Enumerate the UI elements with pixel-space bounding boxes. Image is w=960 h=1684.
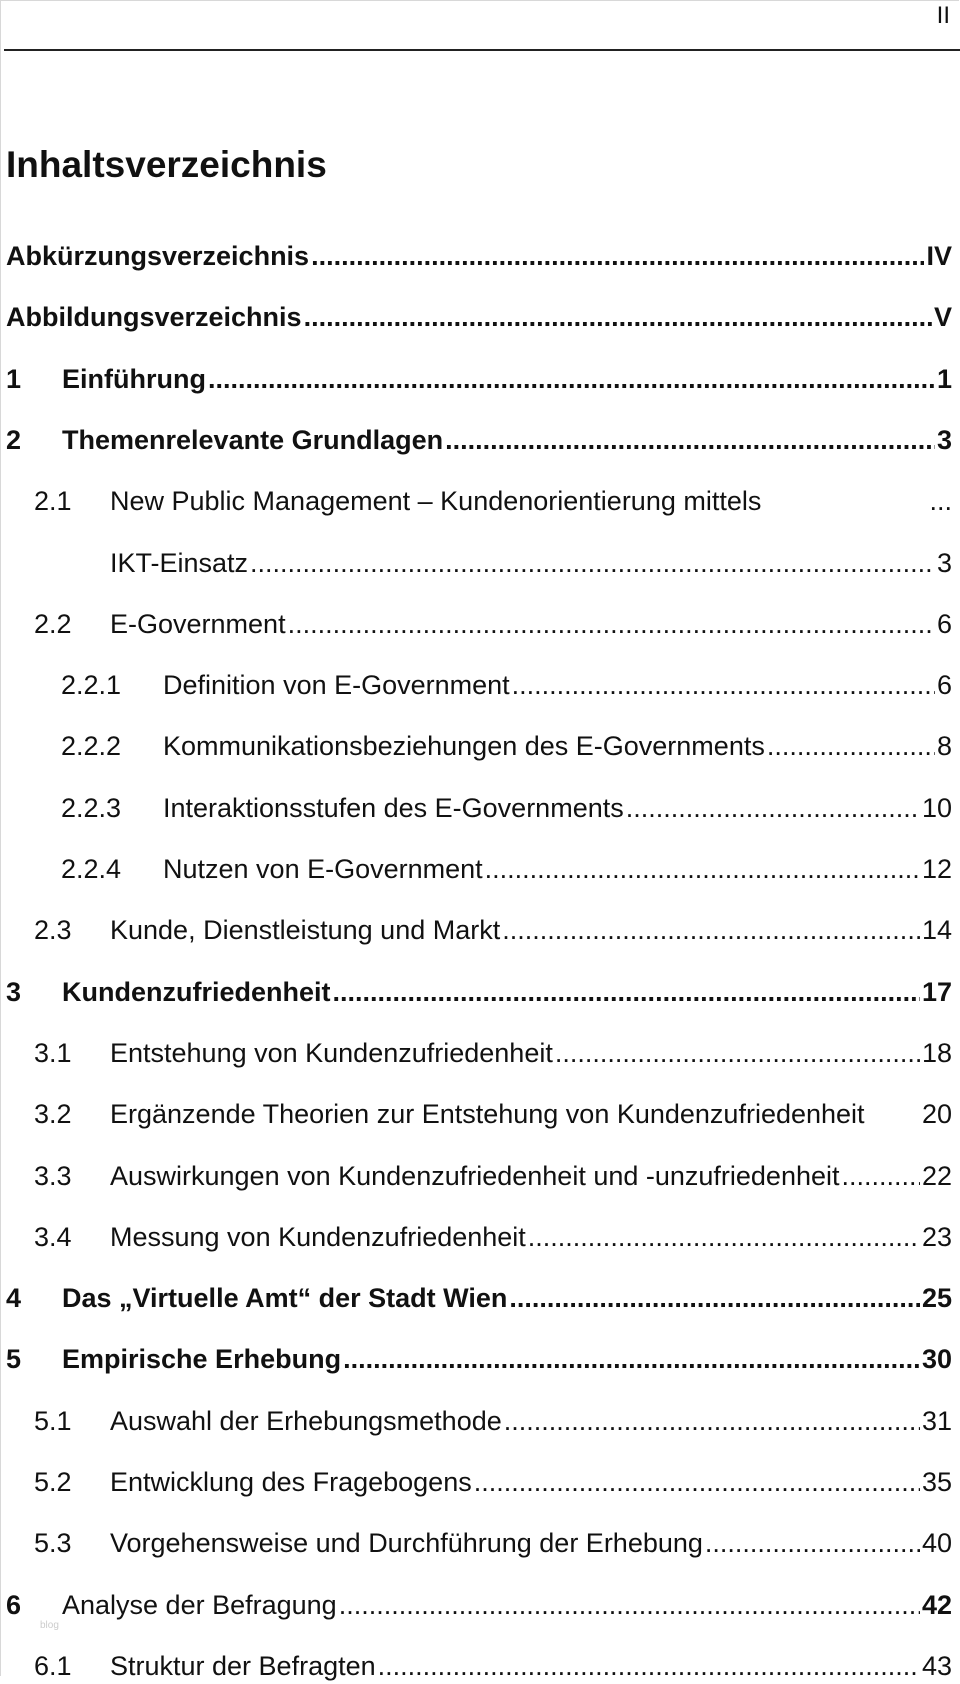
toc-leader-dots — [767, 728, 935, 764]
toc-entry-page: 3 — [936, 548, 952, 578]
toc-entry-page: 23 — [921, 1222, 952, 1252]
toc-entry-number: 5 — [6, 1344, 22, 1374]
toc-leader-dots — [474, 1464, 920, 1500]
toc-leader-dots — [445, 422, 935, 458]
toc-entry-number: 2.2.4 — [61, 854, 122, 884]
toc-leader-dots — [288, 606, 935, 642]
toc-entry-page: 20 — [921, 1099, 952, 1129]
toc-entry-number: 5.2 — [34, 1467, 72, 1497]
toc-leader-dots — [502, 912, 920, 948]
toc-leader-dots — [528, 1219, 920, 1255]
toc-leader-dots — [842, 1158, 920, 1194]
toc-entry-label: Das „Virtuelle Amt“ der Stadt Wien — [62, 1283, 508, 1313]
toc-entry-label: Entwicklung des Fragebogens — [110, 1467, 472, 1497]
toc-entry-label: Ergänzende Theorien zur Entstehung von Kundenzufriedenheit — [110, 1099, 865, 1129]
toc-entry-page: 30 — [921, 1344, 952, 1374]
toc-entry-page: 35 — [921, 1467, 952, 1497]
toc-leader-dots — [208, 361, 935, 397]
toc-entry-label: Vorgehensweise und Durchführung der Erhebung — [110, 1528, 703, 1558]
toc-leader-dots — [343, 1341, 920, 1377]
toc-entry-label: Kundenzufriedenheit — [62, 977, 331, 1007]
toc-entry[interactable] — [0, 912, 952, 948]
toc-entry-label: Kunde, Dienstleistung und Markt — [110, 915, 501, 945]
toc-entry-label: Kommunikationsbeziehungen des E-Governments — [163, 731, 765, 761]
toc-entry-label: IKT-Einsatz — [110, 548, 249, 578]
toc-entry[interactable] — [0, 1403, 952, 1439]
toc-entry-number: 2.2.1 — [61, 670, 122, 700]
toc-leader-dots — [378, 1648, 920, 1684]
toc-entry-label: Themenrelevante Grundlagen — [62, 425, 444, 455]
toc-entry-page: 8 — [936, 731, 952, 761]
toc-entry-number: 5.3 — [34, 1528, 72, 1558]
toc-entry-page: 22 — [921, 1161, 952, 1191]
toc-entry-page: 12 — [921, 854, 952, 884]
toc-leader-dots — [626, 790, 920, 826]
toc-entry[interactable] — [0, 790, 952, 826]
toc-entry[interactable] — [0, 851, 952, 887]
toc-entry-page: 14 — [921, 915, 952, 945]
toc-entry-label: Empirische Erhebung — [62, 1344, 342, 1374]
toc-entry-page: 25 — [921, 1283, 952, 1313]
toc-entry-number: 6 — [6, 1590, 22, 1620]
toc-entry-page: V — [933, 302, 952, 332]
toc-entry[interactable] — [0, 422, 952, 458]
toc-entry-number: 4 — [6, 1283, 22, 1313]
toc-entry-number: 2.3 — [34, 915, 72, 945]
toc-entry[interactable] — [0, 545, 952, 581]
toc-entry-label: E-Government — [110, 609, 286, 639]
toc-entry-label: Interaktionsstufen des E-Governments — [163, 793, 624, 823]
toc-entry-number: 6.1 — [34, 1651, 72, 1681]
toc-entry-number: 3 — [6, 977, 22, 1007]
toc-leader-dots — [555, 1035, 920, 1071]
toc-entry-label: Entstehung von Kundenzufriedenheit — [110, 1038, 553, 1068]
toc-entry[interactable] — [0, 1280, 952, 1316]
toc-entry-number: 3.4 — [34, 1222, 72, 1252]
toc-entry[interactable] — [0, 1341, 952, 1377]
toc-entry-label: Abkürzungsverzeichnis — [6, 241, 310, 271]
toc-entry[interactable] — [0, 1219, 952, 1255]
toc-entry-page: 42 — [921, 1590, 952, 1620]
header-rule — [4, 49, 960, 51]
toc-entry-number: 3.1 — [34, 1038, 72, 1068]
toc-entry-number: 3.2 — [34, 1099, 72, 1129]
toc-entry-number: 2.2.2 — [61, 731, 122, 761]
toc-entry-page: 17 — [921, 977, 952, 1007]
toc-entry-page: 3 — [936, 425, 952, 455]
toc-entry-label: Nutzen von E-Government — [163, 854, 483, 884]
toc-entry-page: 1 — [936, 364, 952, 394]
toc-entry[interactable] — [0, 606, 952, 642]
toc-entry[interactable] — [0, 299, 952, 335]
toc-entry-label: Struktur der Befragten — [110, 1651, 376, 1681]
toc-entry-number: 2 — [6, 425, 22, 455]
toc-entry[interactable] — [0, 1587, 952, 1623]
toc-entry-label: Einführung — [62, 364, 206, 394]
toc-entry-page: ... — [929, 486, 952, 516]
toc-entry-label: Auswahl der Erhebungsmethode — [110, 1406, 502, 1436]
toc-entry-page: 18 — [921, 1038, 952, 1068]
toc-leader-dots — [509, 1280, 920, 1316]
toc-entry[interactable] — [0, 1158, 952, 1194]
watermark: blog — [40, 1620, 59, 1631]
toc-entry[interactable] — [0, 1096, 952, 1132]
toc-entry-page: 6 — [936, 609, 952, 639]
toc-entry-number: 2.2 — [34, 609, 72, 639]
toc-entry[interactable] — [0, 361, 952, 397]
toc-entry-label: Abbildungsverzeichnis — [6, 302, 302, 332]
toc-entry-label: Messung von Kundenzufriedenheit — [110, 1222, 526, 1252]
toc-entry-label: New Public Management – Kundenorientierung mittels — [110, 486, 762, 516]
toc-leader-dots — [512, 667, 935, 703]
toc-entry[interactable] — [0, 1648, 952, 1684]
toc-entry-number: 2.2.3 — [61, 793, 122, 823]
toc-entry-label: Analyse der Befragung — [62, 1590, 337, 1620]
toc-entry-label: Auswirkungen von Kundenzufriedenheit und -unzufriedenheit — [110, 1161, 840, 1191]
toc-leader-dots — [339, 1587, 920, 1623]
toc-entry[interactable] — [0, 1464, 952, 1500]
toc-entry-page: 6 — [936, 670, 952, 700]
toc-entry-label: Definition von E-Government — [163, 670, 510, 700]
toc-entry[interactable] — [0, 483, 952, 519]
toc-entry-page: 43 — [921, 1651, 952, 1681]
toc-entry[interactable] — [0, 974, 952, 1010]
toc-leader-dots — [304, 299, 932, 335]
toc-entry-page: 31 — [921, 1406, 952, 1436]
toc-leader-dots — [250, 545, 935, 581]
toc-entry-number: 2.1 — [34, 486, 72, 516]
toc-entry-page: 10 — [921, 793, 952, 823]
toc-leader-dots — [333, 974, 920, 1010]
toc-entry-number: 3.3 — [34, 1161, 72, 1191]
toc-entry-page: 40 — [921, 1528, 952, 1558]
toc-entry[interactable] — [0, 1525, 952, 1561]
toc-entry[interactable] — [0, 238, 952, 274]
toc-leader-dots — [311, 238, 924, 274]
toc-entry[interactable] — [0, 728, 952, 764]
toc-entry-page: IV — [926, 241, 952, 271]
toc-title: Inhaltsverzeichnis — [6, 144, 327, 185]
toc-entry-number: 1 — [6, 364, 22, 394]
toc-leader-dots — [705, 1525, 920, 1561]
toc-entry[interactable] — [0, 667, 952, 703]
toc-leader-dots — [504, 1403, 920, 1439]
toc-entry-number: 5.1 — [34, 1406, 72, 1436]
page-number: II — [936, 2, 950, 29]
toc-leader-dots — [485, 851, 920, 887]
toc-entry[interactable] — [0, 1035, 952, 1071]
